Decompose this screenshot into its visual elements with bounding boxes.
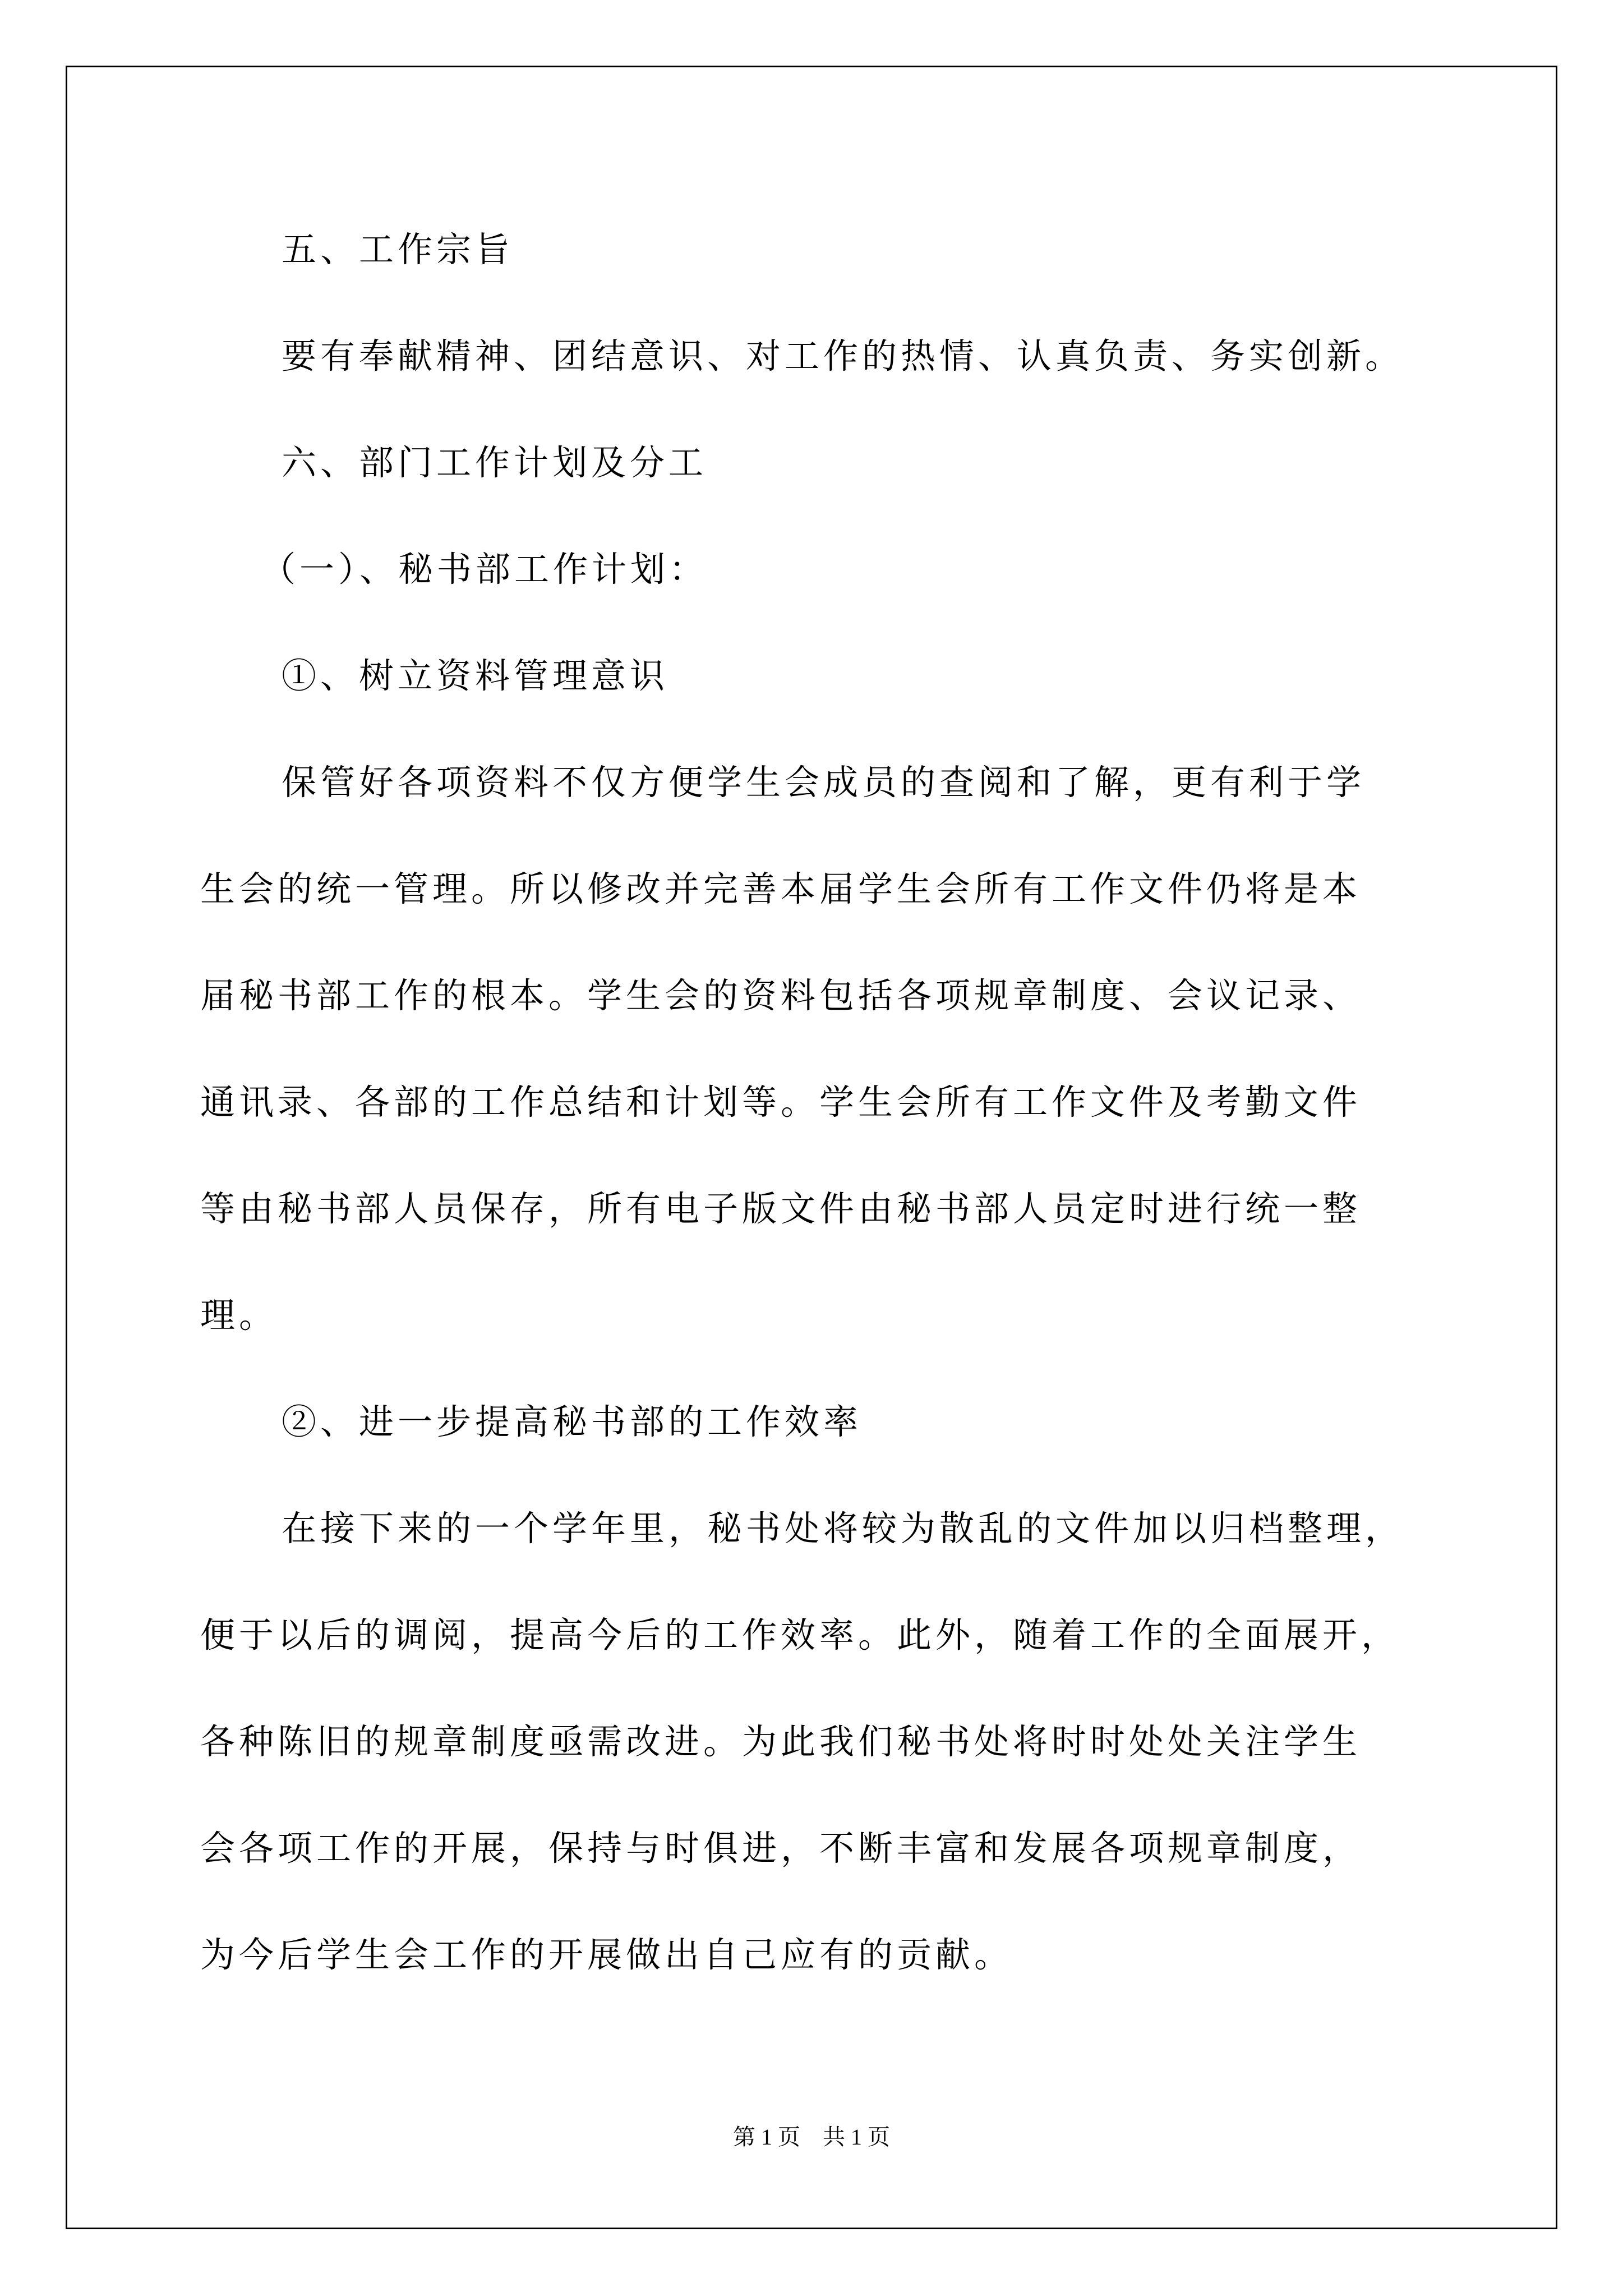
- paragraph-line: 为今后学生会工作的开展做出自己应有的贡献。: [200, 1934, 1013, 1975]
- page-border: [66, 66, 1557, 2229]
- paragraph-line: 便于以后的调阅，提高今后的工作效率。此外，随着工作的全面展开，: [200, 1614, 1400, 1655]
- subsection-heading: （一）、秘书部工作计划：: [261, 549, 708, 590]
- paragraph-line: 等由秘书部人员保存，所有电子版文件由秘书部人员定时进行统一整: [200, 1188, 1362, 1229]
- paragraph-line: 理。: [200, 1295, 278, 1336]
- section-heading-6: 六、部门工作计划及分工: [282, 442, 708, 483]
- paragraph-line: 要有奉献精神、团结意识、对工作的热情、认真负责、务实创新。: [282, 335, 1404, 376]
- item-heading-2: ②、进一步提高秘书部的工作效率: [282, 1401, 863, 1442]
- paragraph-line: 保管好各项资料不仅方便学生会成员的查阅和了解，更有利于学: [282, 762, 1366, 803]
- section-heading-5: 五、工作宗旨: [282, 229, 514, 270]
- paragraph-line: 在接下来的一个学年里，秘书处将较为散乱的文件加以归档整理，: [282, 1508, 1404, 1549]
- page-number-footer: 第 1 页 共 1 页: [733, 2124, 890, 2150]
- paragraph-line: 通讯录、各部的工作总结和计划等。学生会所有工作文件及考勤文件: [200, 1082, 1362, 1122]
- paragraph-line: 各种陈旧的规章制度亟需改进。为此我们秘书处将时时处处关注学生: [200, 1721, 1362, 1762]
- paragraph-line: 生会的统一管理。所以修改并完善本届学生会所有工作文件仍将是本: [200, 868, 1362, 909]
- item-heading-1: ①、树立资料管理意识: [282, 655, 669, 696]
- paragraph-line: 会各项工作的开展，保持与时俱进，不断丰富和发展各项规章制度，: [200, 1828, 1362, 1869]
- paragraph-line: 届秘书部工作的根本。学生会的资料包括各项规章制度、会议记录、: [200, 975, 1362, 1016]
